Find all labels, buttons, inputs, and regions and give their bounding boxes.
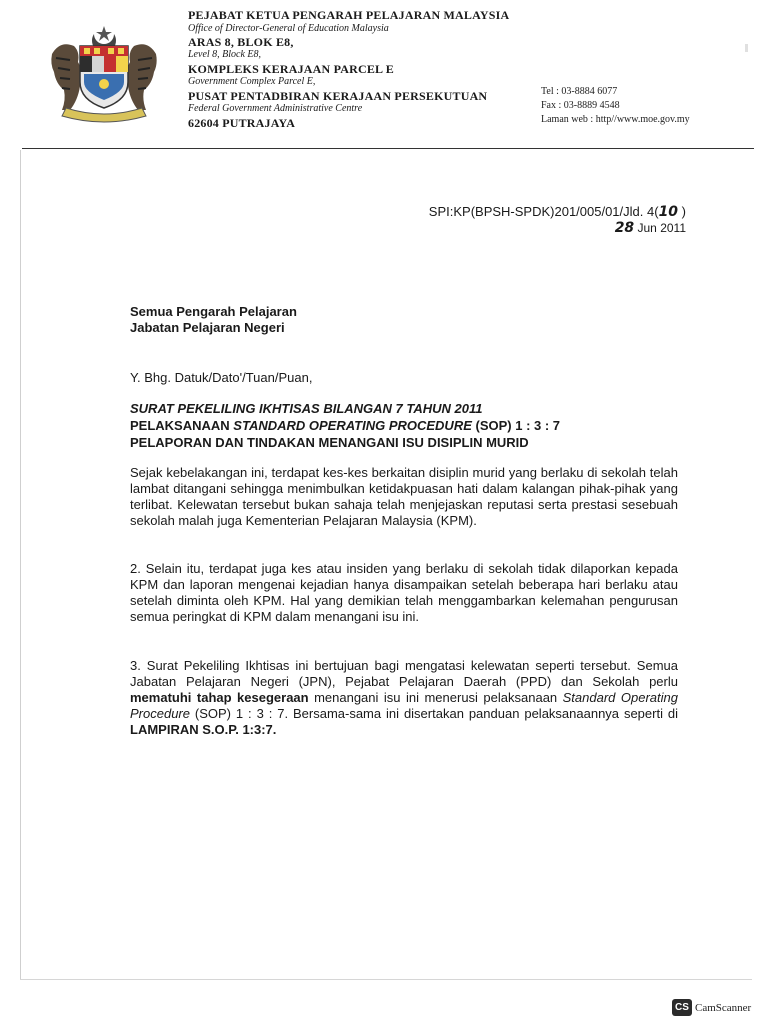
emphasis-urgency: mematuhi tahap kesegeraan	[130, 690, 309, 705]
camscanner-watermark	[672, 999, 751, 1016]
contact-fax: Fax : 03-8889 4548	[541, 100, 620, 111]
letterhead-complex: KOMPLEKS KERAJAAN PARCEL E	[188, 62, 394, 76]
page-edge-left	[20, 150, 21, 980]
letterhead-centre: PUSAT PENTADBIRAN KERAJAAN PERSEKUTUAN	[188, 89, 488, 103]
letterhead-level-en: Level 8, Block E8,	[188, 49, 262, 60]
letterhead-centre-en: Federal Government Administrative Centre	[188, 103, 363, 114]
page-edge-bottom	[20, 979, 752, 980]
reference-number: SPI:KP(BPSH-SPDK)201/005/01/Jld. 4(10 )	[428, 204, 686, 220]
letterhead-office: PEJABAT KETUA PENGARAH PELAJARAN MALAYSIA	[188, 8, 510, 22]
subject-line1: SURAT PEKELILING IKHTISAS BILANGAN 7 TAHUN 2011	[130, 401, 483, 416]
letterhead-divider	[22, 148, 754, 149]
subject-line3: PELAPORAN DAN TINDAKAN MENANGANI ISU DISIPLIN MURID	[130, 435, 529, 450]
camscanner-logo-icon: CS	[672, 999, 692, 1016]
letterhead-postcode: 62604 PUTRAJAYA	[188, 116, 296, 130]
letterhead-level: ARAS 8, BLOK E8,	[188, 35, 294, 49]
contact-block	[541, 85, 690, 127]
letterhead	[188, 8, 509, 130]
handwritten-day: 28	[614, 220, 635, 236]
camscanner-label: CamScanner	[695, 1001, 752, 1014]
paragraph-1: Sejak kebelakangan ini, terdapat kes-kes berkaitan disiplin murid yang berlaku di sekolah telah lambat ditangani sehingga menimbulkan ketidakpuasan hati dalam kalangan pihak-pihak yang terlibat. Kelewatan tersebut bukan sahaja telah menjejaskan reputasi serta prestasi sesebuah sekolah malah juga Kementerian Pelajaran Malaysia (KPM).	[130, 465, 678, 528]
subject-block	[130, 400, 560, 451]
appendix-reference: LAMPIRAN S.O.P. 1:3:7.	[130, 722, 277, 737]
contact-web: Laman web : http//www.moe.gov.my	[541, 114, 690, 125]
subject-line2: PELAKSANAAN STANDARD OPERATING PROCEDURE (SOP) 1 : 3 : 7	[130, 418, 561, 433]
recipient-line2: Jabatan Pelajaran Negeri	[130, 320, 285, 335]
paragraph-3: 3. Surat Pekeliling Ikhtisas ini bertujuan bagi mengatasi kelewatan seperti tersebut. Semua Jabatan Pelajaran Negeri (JPN), Pejabat Pelajaran Daerah (PPD) dan Sekolah perlu mematuhi tahap kesegeraan menangani isu ini menerusi pelaksanaan Standard Operating Procedure (SOP) 1 : 3 : 7. Bersama-sama ini disertakan panduan pelaksanaannya seperti di LAMPIRAN S.O.P. 1:3:7.	[130, 658, 678, 737]
recipient-block	[130, 304, 297, 336]
handwritten-ref: 10	[658, 204, 679, 220]
letter-date: 28 Jun 2011	[614, 220, 686, 236]
recipient-line1: Semua Pengarah Pelajaran	[130, 304, 297, 319]
salutation: Y. Bhg. Datuk/Dato'/Tuan/Puan,	[130, 370, 313, 385]
contact-tel: Tel : 03-8884 6077	[541, 86, 618, 97]
letterhead-office-en: Office of Director-General of Education Malaysia	[188, 23, 389, 34]
letterhead-complex-en: Government Complex Parcel E,	[188, 76, 316, 87]
scan-mark	[745, 44, 748, 52]
malaysia-coat-of-arms-icon	[46, 24, 162, 124]
paragraph-2: 2. Selain itu, terdapat juga kes atau insiden yang berlaku di sekolah tidak dilaporkan kepada KPM dan laporan mengenai kejadian hanya disampaikan setelah beberapa hari berlaku atau setelah diminta oleh KPM. Hal yang demikian telah menggambarkan kelemahan pengurusan semua peringkat di KPM dalam menangani isu ini.	[130, 561, 678, 624]
